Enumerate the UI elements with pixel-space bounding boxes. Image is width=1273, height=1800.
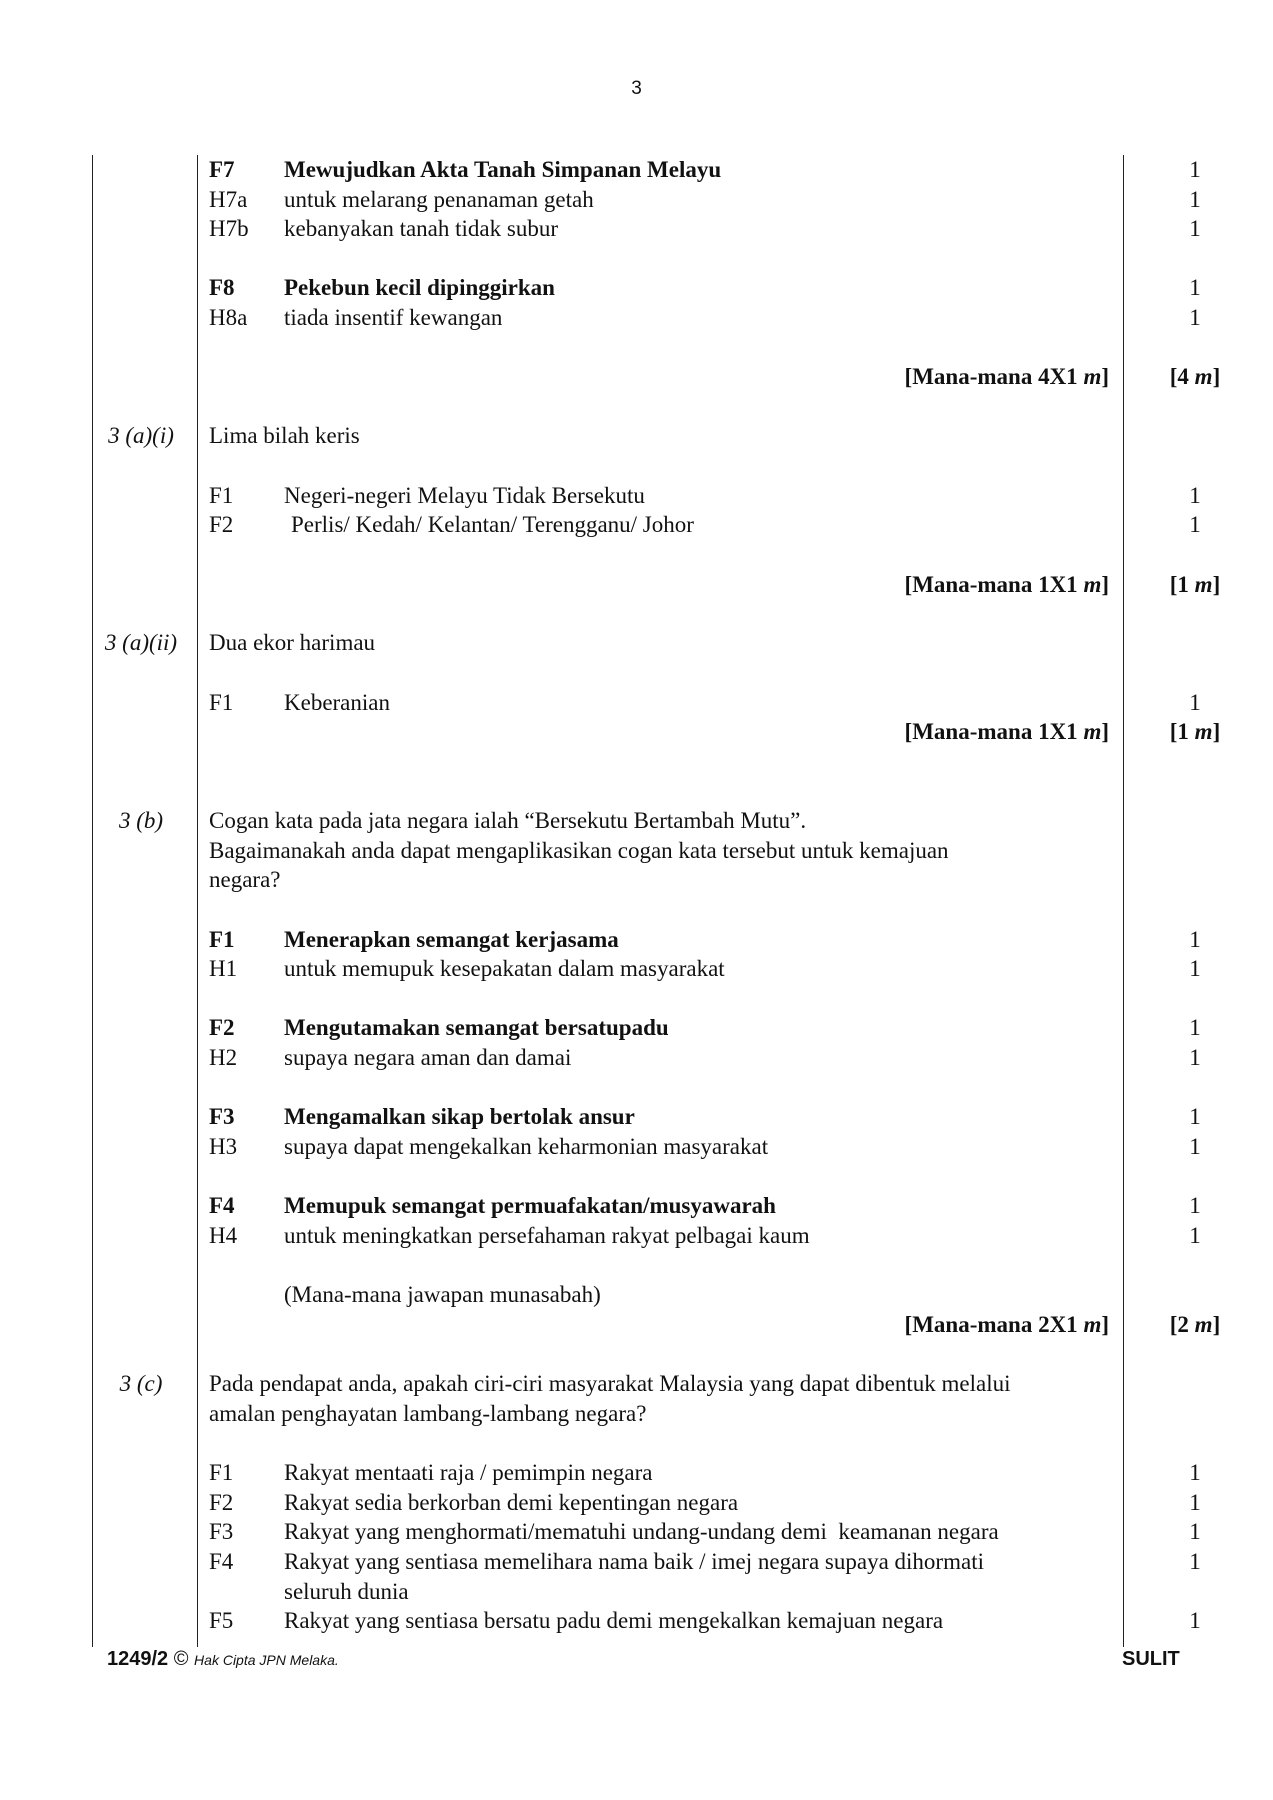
answer-text: Keberanian: [284, 690, 390, 715]
question-label: 3 (a)(ii): [104, 630, 178, 655]
answer-text: Mengutamakan semangat bersatupadu: [284, 1015, 669, 1040]
border-mark-column: [1123, 155, 1124, 1647]
total-note: [Mana-mana 1X1 m]: [904, 572, 1109, 597]
question-title: Lima bilah keris: [209, 423, 360, 448]
answer-mark: 1: [1189, 1193, 1201, 1218]
answer-code: F4: [209, 1193, 235, 1218]
answer-code: F2: [209, 1015, 235, 1040]
question-title: Dua ekor harimau: [209, 630, 376, 655]
question-text: amalan penghayatan lambang-lambang negara?: [209, 1401, 647, 1426]
answer-code: F1: [209, 1460, 234, 1485]
answer-code: F8: [209, 275, 235, 300]
copyright-symbol: ©: [173, 1648, 189, 1670]
answer-mark: 1: [1189, 1549, 1201, 1574]
answer-mark: 1: [1189, 1015, 1201, 1040]
answer-text: Perlis/ Kedah/ Kelantan/ Terengganu/ Johor: [291, 512, 694, 537]
answer-text: tiada insentif kewangan: [284, 305, 503, 330]
answer-text: supaya negara aman dan damai: [284, 1045, 572, 1070]
question-text: Pada pendapat anda, apakah ciri-ciri masyarakat Malaysia yang dapat dibentuk melalui: [209, 1371, 1011, 1396]
total-note: [Mana-mana 4X1 m]: [904, 364, 1109, 389]
total-mark: [4 m]: [1169, 364, 1221, 389]
question-text: negara?: [209, 867, 281, 892]
answer-mark: 1: [1189, 483, 1201, 508]
answer-code: H7a: [209, 187, 248, 212]
answer-mark: 1: [1189, 1519, 1201, 1544]
answer-text: Negeri-negeri Melayu Tidak Bersekutu: [284, 483, 645, 508]
answer-mark: 1: [1189, 1104, 1201, 1129]
answer-code: F3: [209, 1519, 234, 1544]
answer-code: H3: [209, 1134, 238, 1159]
answer-mark: 1: [1189, 216, 1201, 241]
answer-mark: 1: [1189, 157, 1201, 182]
answer-text: Mengamalkan sikap bertolak ansur: [284, 1104, 635, 1129]
page-number: 3: [631, 78, 642, 99]
answer-mark: 1: [1189, 305, 1201, 330]
answer-note: (Mana-mana jawapan munasabah): [284, 1282, 601, 1307]
footer-copyright: [107, 1648, 339, 1671]
answer-code: F2: [209, 1490, 234, 1515]
answer-text: untuk melarang penanaman getah: [284, 187, 594, 212]
total-mark: [1 m]: [1169, 719, 1221, 744]
total-mark: [2 m]: [1169, 1312, 1221, 1337]
answer-code: H7b: [209, 216, 249, 241]
answer-mark: 1: [1189, 1045, 1201, 1070]
answer-code: H8a: [209, 305, 248, 330]
answer-mark: 1: [1189, 1134, 1201, 1159]
answer-mark: 1: [1189, 1608, 1201, 1633]
answer-mark: 1: [1189, 1223, 1201, 1248]
answer-code: F3: [209, 1104, 235, 1129]
border-left: [92, 155, 93, 1647]
answer-code: F1: [209, 483, 234, 508]
answer-code: F7: [209, 157, 235, 182]
classification-label: SULIT: [1122, 1648, 1180, 1670]
answer-code: H4: [209, 1223, 238, 1248]
answer-mark: 1: [1189, 187, 1201, 212]
answer-text: supaya dapat mengekalkan keharmonian masyarakat: [284, 1134, 769, 1159]
answer-text: kebanyakan tanah tidak subur: [284, 216, 558, 241]
answer-text: Rakyat yang sentiasa memelihara nama baik / imej negara supaya dihormati: [284, 1549, 984, 1574]
question-label: 3 (c): [119, 1371, 163, 1396]
answer-text: Menerapkan semangat kerjasama: [284, 927, 619, 952]
answer-text: Rakyat yang sentiasa bersatu padu demi mengekalkan kemajuan negara: [284, 1608, 944, 1633]
paper-code: 1249/2: [107, 1648, 169, 1670]
question-text: Bagaimanakah anda dapat mengaplikasikan cogan kata tersebut untuk kemajuan: [209, 838, 949, 863]
copyright-text: Hak Cipta JPN Melaka.: [194, 1652, 339, 1668]
answer-code: F4: [209, 1549, 234, 1574]
answer-text: Rakyat yang menghormati/mematuhi undang-undang demi keamanan negara: [284, 1519, 999, 1544]
answer-mark: 1: [1189, 927, 1201, 952]
answer-mark: 1: [1189, 275, 1201, 300]
answer-code: F1: [209, 690, 234, 715]
border-question-column: [197, 155, 198, 1647]
answer-code: F2: [209, 512, 234, 537]
answer-mark: 1: [1189, 956, 1201, 981]
answer-mark: 1: [1189, 1490, 1201, 1515]
answer-mark: 1: [1189, 690, 1201, 715]
answer-text-continued: seluruh dunia: [284, 1579, 409, 1604]
answer-code: F1: [209, 927, 235, 952]
answer-text: Rakyat mentaati raja / pemimpin negara: [284, 1460, 653, 1485]
answer-text: Pekebun kecil dipinggirkan: [284, 275, 555, 300]
total-note: [Mana-mana 1X1 m]: [904, 719, 1109, 744]
answer-code: H1: [209, 956, 238, 981]
answer-text: untuk meningkatkan persefahaman rakyat pelbagai kaum: [284, 1223, 810, 1248]
question-label: 3 (a)(i): [108, 423, 174, 448]
question-label: 3 (b): [118, 808, 164, 833]
answer-code: F5: [209, 1608, 234, 1633]
total-mark: [1 m]: [1169, 572, 1221, 597]
answer-text: Mewujudkan Akta Tanah Simpanan Melayu: [284, 157, 722, 182]
answer-code: H2: [209, 1045, 238, 1070]
answer-text: Memupuk semangat permuafakatan/musyawarah: [284, 1193, 776, 1218]
answer-text: untuk memupuk kesepakatan dalam masyarakat: [284, 956, 725, 981]
question-text: Cogan kata pada jata negara ialah “Bersekutu Bertambah Mutu”.: [209, 808, 807, 833]
answer-mark: 1: [1189, 1460, 1201, 1485]
total-note: [Mana-mana 2X1 m]: [904, 1312, 1109, 1337]
answer-text: Rakyat sedia berkorban demi kepentingan negara: [284, 1490, 739, 1515]
answer-mark: 1: [1189, 512, 1201, 537]
